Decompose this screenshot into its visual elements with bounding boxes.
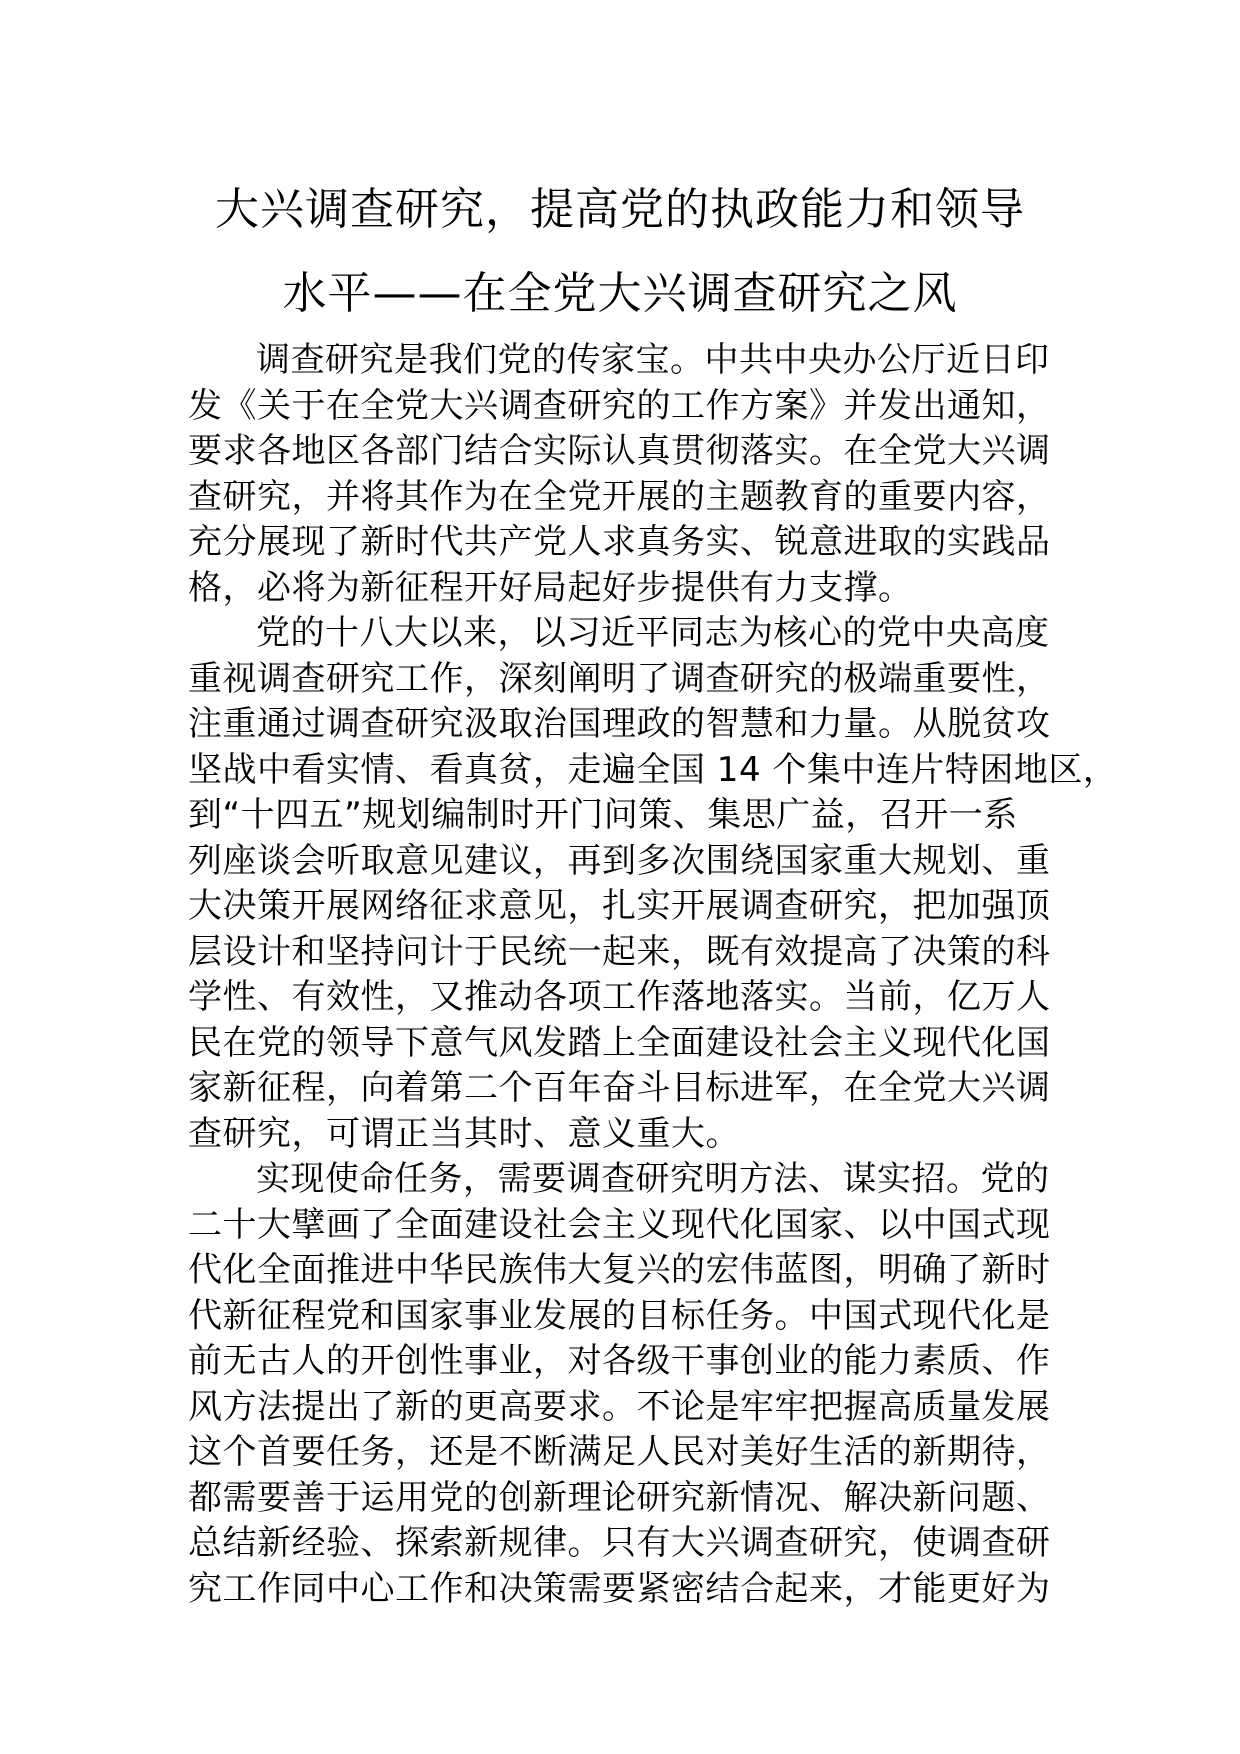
text-line: 重视调查研究工作，深刻阐明了调查研究的极端重要性，: [188, 658, 1051, 699]
text-line: 这个首要任务，还是不断满足人民对美好生活的新期待，: [188, 1432, 1051, 1472]
text-line: 家新征程，向着第二个百年奋斗目标进军，在全党大兴调: [188, 1068, 1051, 1108]
text-line: 到“十四五”规划编制时开门问策、集思广益，召开一系: [188, 795, 1018, 835]
text-line: 列座谈会听取意见建议，再到多次围绕国家重大规划、重: [188, 840, 1051, 881]
text-line: 代新征程党和国家事业发展的目标任务。中国式现代化是: [188, 1295, 1051, 1336]
paragraph: [188, 611, 1118, 1157]
paragraph: [188, 1157, 1068, 1612]
text-line: 查研究，可谓正当其时、意义重大。: [188, 1113, 740, 1154]
text-line: 代化全面推进中华民族伟大复兴的宏伟蓝图，明确了新时: [188, 1250, 1051, 1290]
text-line: 总结新经验、探索新规律。只有大兴调查研究，使调查研: [188, 1523, 1051, 1563]
text-line: 调查研究是我们党的传家宝。中共中央办公厅近日印: [256, 340, 1050, 380]
text-line: 格，必将为新征程开好局起好步提供有力支撑。: [188, 567, 913, 608]
text-line: 注重通过调查研究汲取治国理政的智慧和力量。从脱贫攻: [188, 704, 1051, 744]
text-line: 发《关于在全党大兴调查研究的工作方案》并发出通知，: [188, 385, 1051, 426]
document-title: [150, 168, 1090, 336]
text-line: 充分展现了新时代共产党人求真务实、锐意进取的实践品: [188, 522, 1051, 562]
text-line: 党的十八大以来，以习近平同志为核心的党中央高度: [256, 613, 1050, 653]
document-body: [188, 338, 1118, 1612]
text-line: 民在党的领导下意气风发踏上全面建设社会主义现代化国: [188, 1022, 1051, 1063]
text-line: 都需要善于运用党的创新理论研究新情况、解决新问题、: [188, 1477, 1051, 1518]
title-line: 大兴调查研究，提高党的执政能力和领导: [215, 184, 1025, 235]
title-line: 水平——在全党大兴调查研究之风: [282, 268, 958, 319]
text-line: 二十大擘画了全面建设社会主义现代化国家、以中国式现: [188, 1204, 1051, 1245]
text-line: 前无古人的开创性事业，对各级干事创业的能力素质、作: [188, 1341, 1051, 1381]
text-line: 查研究，并将其作为在全党开展的主题教育的重要内容，: [188, 476, 1051, 517]
text-line: 实现使命任务，需要调查研究明方法、谋实招。党的: [256, 1159, 1050, 1199]
text-line: 风方法提出了新的更高要求。不论是牢牢把握高质量发展: [188, 1386, 1051, 1427]
text-line: 要求各地区各部门结合实际认真贯彻落实。在全党大兴调: [188, 431, 1051, 471]
text-line: 层设计和坚持问计于民统一起来，既有效提高了决策的科: [188, 931, 1051, 972]
paragraph: [188, 338, 1068, 611]
text-line: 大决策开展网络征求意见，扎实开展调查研究，把加强顶: [188, 886, 1051, 926]
text-line: 究工作同中心工作和决策需要紧密结合起来，才能更好为: [188, 1568, 1051, 1609]
text-line: 学性、有效性，又推动各项工作落地落实。当前，亿万人: [188, 977, 1051, 1017]
text-line: 坚战中看实情、看真贫，走遍全国 14 个集中连片特困地区，: [188, 749, 1118, 790]
